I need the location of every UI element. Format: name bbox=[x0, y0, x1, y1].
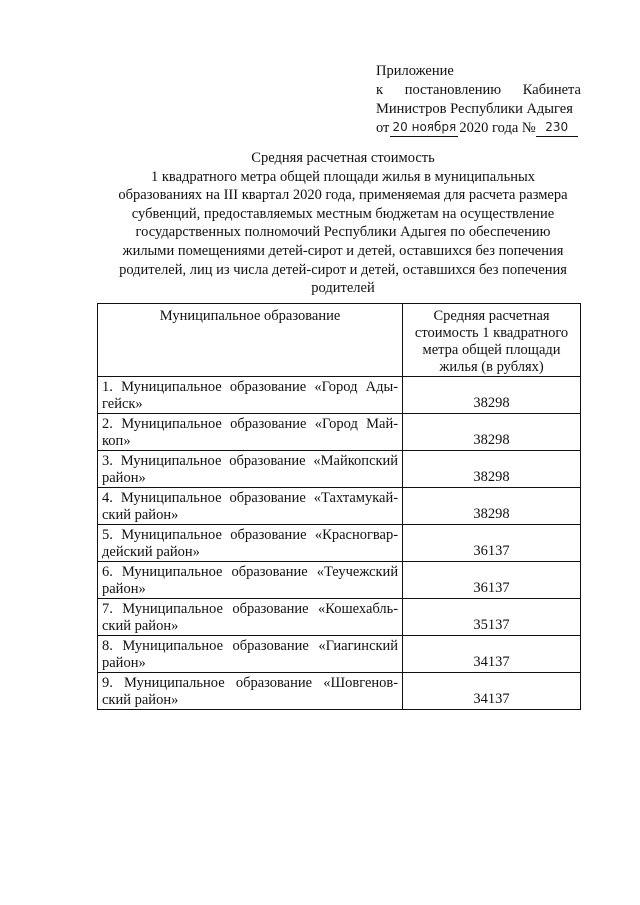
municipality-name: 8. Муниципальное образование «Гиагинский район» bbox=[98, 636, 403, 673]
cost-value: 34137 bbox=[403, 636, 581, 673]
cost-value: 38298 bbox=[403, 488, 581, 525]
cost-value: 38298 bbox=[403, 377, 581, 414]
municipality-name: 9. Муниципальное образование «Шовгенов-ский район» bbox=[98, 673, 403, 710]
appendix-decree-line bbox=[376, 81, 581, 100]
municipality-name: 1. Муниципальное образование «Город Ады-гейск» bbox=[98, 377, 403, 414]
table-row bbox=[98, 673, 581, 710]
title-line: родителей bbox=[311, 280, 375, 297]
cost-value: 38298 bbox=[403, 414, 581, 451]
date-suffix: 2020 года № bbox=[459, 120, 536, 136]
municipality-name: 3. Муниципальное образование «Майкопский район» bbox=[98, 451, 403, 488]
table-row bbox=[98, 562, 581, 599]
municipality-name: 4. Муниципальное образование «Тахтамукай-ский район» bbox=[98, 488, 403, 525]
appendix-cabinet-word: Кабинета bbox=[522, 82, 581, 98]
header-cost: Средняя расчетная стоимость 1 квадратного метра общей площади жилья (в рублях) bbox=[403, 304, 581, 377]
table-row bbox=[98, 451, 581, 488]
municipality-name: 7. Муниципальное образование «Кошехабль-ский район» bbox=[98, 599, 403, 636]
title-line: субвенций, предоставляемых местным бюджетам на осуществление bbox=[131, 205, 555, 222]
table-header-row bbox=[98, 304, 581, 377]
appendix-decree-word: постановлению bbox=[404, 82, 502, 98]
appendix-ministers-line: Министров Республики Адыгея bbox=[376, 101, 573, 117]
table-row bbox=[98, 377, 581, 414]
cost-value: 36137 bbox=[403, 525, 581, 562]
title-line: жилыми помещениями детей-сирот и детей, оставшихся без попечения bbox=[122, 242, 564, 259]
title-line: родителей, лиц из числа детей-сирот и детей, оставшихся без попечения bbox=[119, 261, 567, 278]
table-row bbox=[98, 525, 581, 562]
decree-number-field: 230 bbox=[536, 120, 578, 137]
cost-value: 34137 bbox=[403, 673, 581, 710]
cost-table bbox=[97, 303, 581, 710]
cost-value: 36137 bbox=[403, 562, 581, 599]
date-prefix: от bbox=[376, 120, 390, 136]
cost-value: 35137 bbox=[403, 599, 581, 636]
document-title bbox=[100, 149, 586, 298]
municipality-name: 2. Муниципальное образование «Город Май-коп» bbox=[98, 414, 403, 451]
title-line: 1 квадратного метра общей площади жилья в муниципальных bbox=[151, 168, 535, 185]
date-field: 20 ноября bbox=[390, 120, 458, 137]
appendix-block bbox=[376, 62, 581, 138]
municipality-name: 5. Муниципальное образование «Красногвар-дейский район» bbox=[98, 525, 403, 562]
table-row bbox=[98, 636, 581, 673]
table-row bbox=[98, 488, 581, 525]
appendix-title: Приложение bbox=[376, 63, 454, 79]
appendix-preposition: к bbox=[376, 82, 384, 98]
cost-value: 38298 bbox=[403, 451, 581, 488]
header-municipality: Муниципальное образование bbox=[98, 304, 403, 377]
table-row bbox=[98, 414, 581, 451]
title-line: образованиях на III квартал 2020 года, применяемая для расчета размера bbox=[118, 187, 568, 204]
appendix-date-line bbox=[376, 119, 581, 138]
table-row bbox=[98, 599, 581, 636]
title-line: Средняя расчетная стоимость bbox=[251, 150, 435, 166]
title-line: государственных полномочий Республики Адыгея по обеспечению bbox=[135, 224, 551, 241]
municipality-name: 6. Муниципальное образование «Теучежский район» bbox=[98, 562, 403, 599]
